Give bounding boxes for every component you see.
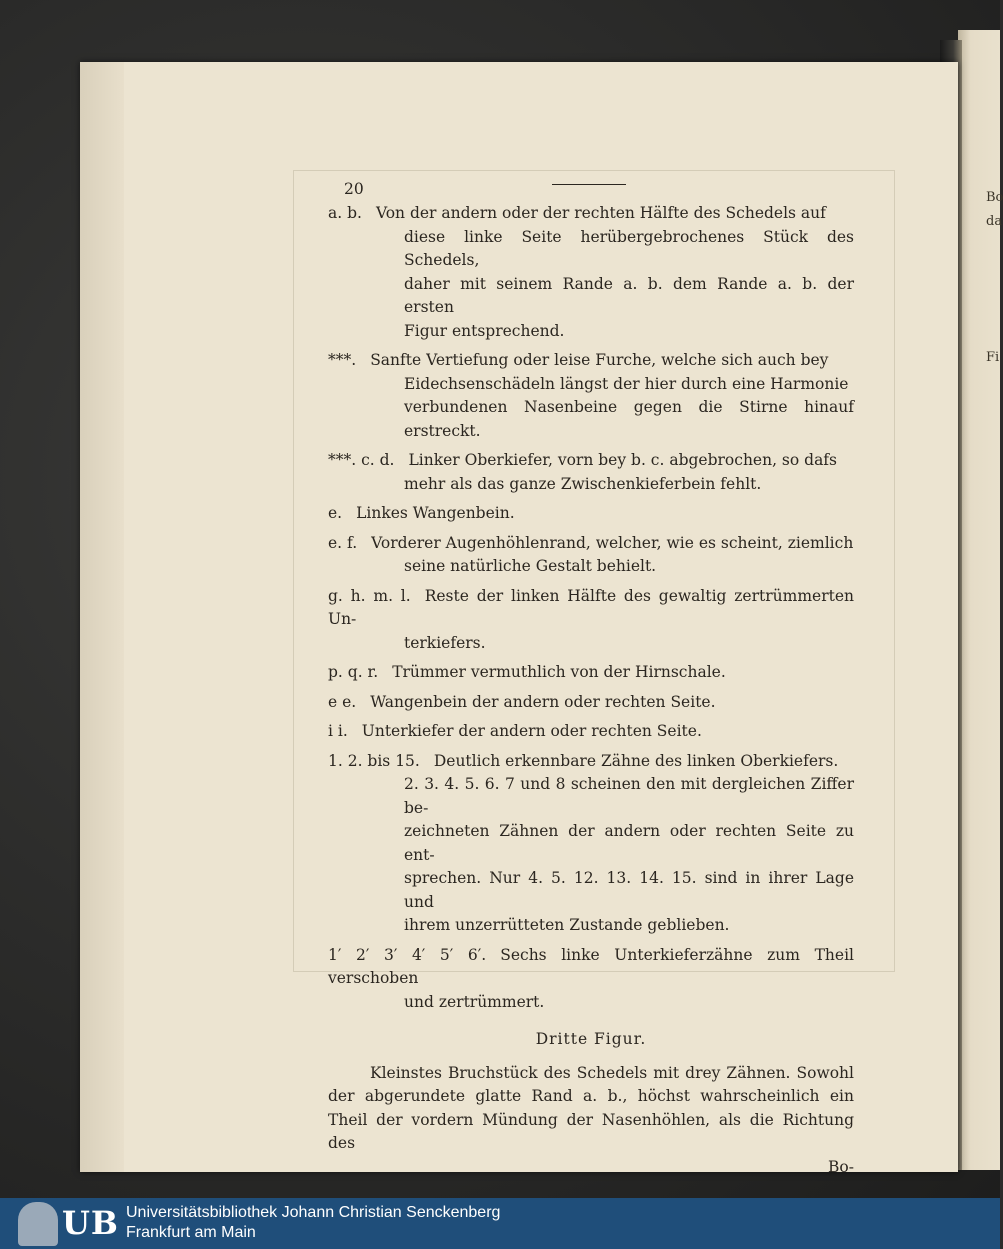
legend-key: e. f.: [328, 533, 358, 552]
legend-entry-first-line: [328, 585, 854, 632]
legend-continuation-line: verbundenen Nasenbeine gegen die Stirne hinauf erstreckt.: [404, 398, 854, 440]
legend-entry: [328, 502, 854, 526]
legend-entry: [328, 202, 854, 343]
facing-page-fragment: Fi: [986, 350, 1000, 365]
section-heading: Dritte Figur.: [535, 1030, 647, 1048]
legend-entry: [328, 585, 854, 656]
header-rule: [552, 184, 626, 185]
body-paragraph: Kleinstes Bruchstück des Schedels mit drey Zähnen. Sowohl der abgerundete glatte Rand a. b., höchst wahrscheinlich ein Theil der vordern Mündung der Nasenhöhlen, als die Richtung des: [328, 1063, 854, 1152]
legend-continuation-line: terkiefers.: [404, 633, 486, 652]
legend-continuation-line: Eidechsenschädeln längst der hier durch eine Harmonie: [404, 374, 849, 393]
facing-page: [958, 30, 1003, 1170]
legend-key: e e.: [328, 692, 357, 711]
legend-text: Unterkiefer der andern oder rechten Seite.: [361, 722, 702, 740]
legend-entry: [328, 691, 854, 715]
legend-entry-first-line: [328, 720, 854, 744]
legend-key: 1. 2. bis 15.: [328, 751, 420, 770]
facing-page-fragment: da: [986, 214, 1003, 229]
legend-entry: [328, 944, 854, 1015]
legend-continuation-line: ihrem unzerrütteten Zustande geblieben.: [404, 916, 730, 934]
legend-text: Linker Oberkiefer, vorn bey b. c. abgebrochen, so dafs: [408, 451, 837, 469]
legend-entry-first-line: [328, 202, 854, 226]
library-name: Universitätsbibliothek Johann Christian Senckenberg: [126, 1204, 501, 1221]
legend-entry-first-line: [328, 944, 854, 991]
legend-key: e.: [328, 504, 343, 522]
legend-key: g. h. m. l.: [328, 586, 411, 605]
legend-key: i i.: [328, 722, 348, 740]
legend-entry-first-line: [328, 691, 854, 715]
legend-continuation-line: diese linke Seite herübergebrochenes Stück des Schedels,: [404, 227, 854, 269]
legend-entry: [328, 532, 854, 579]
legend-continuation-line: Figur entsprechend.: [404, 321, 565, 340]
page-text: [328, 178, 854, 1179]
legend-entry-first-line: [328, 349, 854, 373]
legend-entry: [328, 349, 854, 443]
legend-text: Sanfte Vertiefung oder leise Furche, welche sich auch bey: [370, 351, 829, 369]
legend-continuation-line: sprechen. Nur 4. 5. 12. 13. 14. 15. sind in ihrer Lage und: [404, 869, 854, 911]
legend-continuation-line: daher mit seinem Rande a. b. dem Rande a. b. der ersten: [404, 274, 854, 316]
legend-text: Vorderer Augenhöhlenrand, welcher, wie es scheint, ziemlich: [371, 533, 854, 552]
legend-key: 1′ 2′ 3′ 4′ 5′ 6′.: [328, 945, 487, 964]
legend-continuation-line: mehr als das ganze Zwischenkieferbein fehlt.: [404, 474, 762, 493]
legend-entry-first-line: [328, 750, 854, 774]
catchword: Bo-: [828, 1157, 854, 1176]
portrait-logo-icon: [18, 1202, 58, 1246]
legend-entry: [328, 449, 854, 496]
ub-logo: UB: [62, 1204, 119, 1242]
legend-text: Sechs linke Unterkieferzähne zum Theil verschoben: [328, 945, 854, 987]
legend-continuation-line: 2. 3. 4. 5. 6. 7 und 8 scheinen den mit dergleichen Ziffer be-: [404, 775, 854, 817]
legend-key: ***. c. d.: [328, 451, 395, 469]
legend-continuation-line: zeichneten Zähnen der andern oder rechten Seite zu ent-: [404, 822, 854, 864]
page-number: 20: [344, 180, 364, 198]
legend-entry-first-line: [328, 502, 854, 526]
legend-text: Trümmer vermuthlich von der Hirnschale.: [392, 663, 726, 681]
library-city: Frankfurt am Main: [126, 1224, 256, 1241]
legend-key: p. q. r.: [328, 663, 379, 681]
legend-key: ***.: [328, 351, 357, 369]
legend-entry: [328, 750, 854, 938]
legend-continuation-line: seine natürliche Gestalt behielt.: [404, 557, 657, 575]
legend-entry: [328, 661, 854, 685]
legend-entries: [328, 202, 854, 1014]
page-header: [328, 178, 854, 202]
legend-text: Deutlich erkennbare Zähne des linken Oberkiefers.: [433, 751, 839, 770]
legend-entry-first-line: [328, 449, 854, 473]
library-footer: [0, 1198, 1000, 1249]
legend-entry: [328, 720, 854, 744]
legend-text: Wangenbein der andern oder rechten Seite.: [370, 692, 716, 711]
legend-entry-first-line: [328, 661, 854, 685]
legend-text: Linkes Wangenbein.: [356, 504, 515, 522]
legend-entry-first-line: [328, 532, 854, 556]
page-edge: [80, 62, 124, 1172]
legend-text: Von der andern oder der rechten Hälfte des Schedels auf: [375, 204, 826, 222]
legend-text: Reste der linken Hälfte des gewaltig zertrümmerten Un-: [328, 586, 854, 628]
legend-key: a. b.: [328, 204, 362, 222]
legend-continuation-line: und zertrümmert.: [404, 992, 545, 1011]
facing-page-fragment: Bo: [986, 190, 1003, 205]
